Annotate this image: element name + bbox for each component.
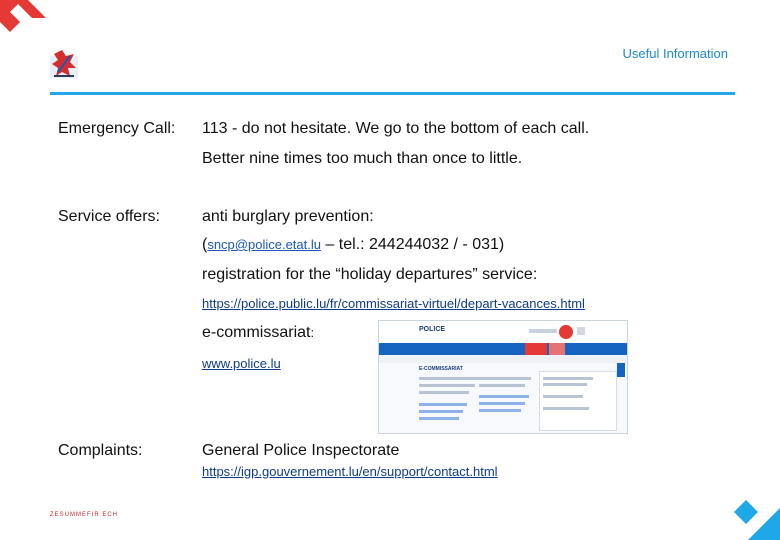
burglary-title: anti burglary prevention: <box>202 208 374 225</box>
corner-accent-red <box>0 0 46 46</box>
emergency-text-line2: Better nine times too much than once to little. <box>202 150 523 167</box>
page-title: Useful Information <box>622 46 728 61</box>
ecommissariat-colon: : <box>310 325 315 340</box>
thumb-heading: E-COMMISSARIAT <box>419 366 463 372</box>
emergency-label: Emergency Call: <box>58 120 176 137</box>
burglary-tel: – tel.: 244244032 / - 031 <box>320 236 499 253</box>
police-website-screenshot <box>378 320 628 434</box>
holiday-title: registration for the “holiday departures” service: <box>202 266 538 283</box>
lion-logo <box>48 46 82 82</box>
footer-slogan: ZESUMMEFIR ECH <box>50 512 118 518</box>
header-divider <box>50 92 735 95</box>
complaints-link[interactable]: https://igp.gouvernement.lu/en/support/contact.html <box>202 464 498 479</box>
service-label: Service offers: <box>58 208 160 225</box>
ecommissariat-row <box>202 324 314 342</box>
burglary-email-link[interactable]: sncp@police.etat.lu <box>207 237 321 252</box>
burglary-close-paren: ) <box>498 236 505 253</box>
emergency-text-line1: 113 - do not hesitate. We go to the bottom of each call. <box>202 120 590 137</box>
complaints-title: General Police Inspectorate <box>202 442 400 459</box>
burglary-open-paren: ( <box>202 236 208 253</box>
corner-accent-blue <box>734 494 780 540</box>
holiday-link[interactable]: https://police.public.lu/fr/commissariat-virtuel/depart-vacances.html <box>202 296 585 311</box>
burglary-contact <box>202 236 504 254</box>
ecommissariat-label: e-commissariat <box>202 324 311 341</box>
ecommissariat-link[interactable]: www.police.lu <box>202 356 281 371</box>
thumb-brand: POLICE <box>419 326 446 333</box>
complaints-label: Complaints: <box>58 442 143 459</box>
